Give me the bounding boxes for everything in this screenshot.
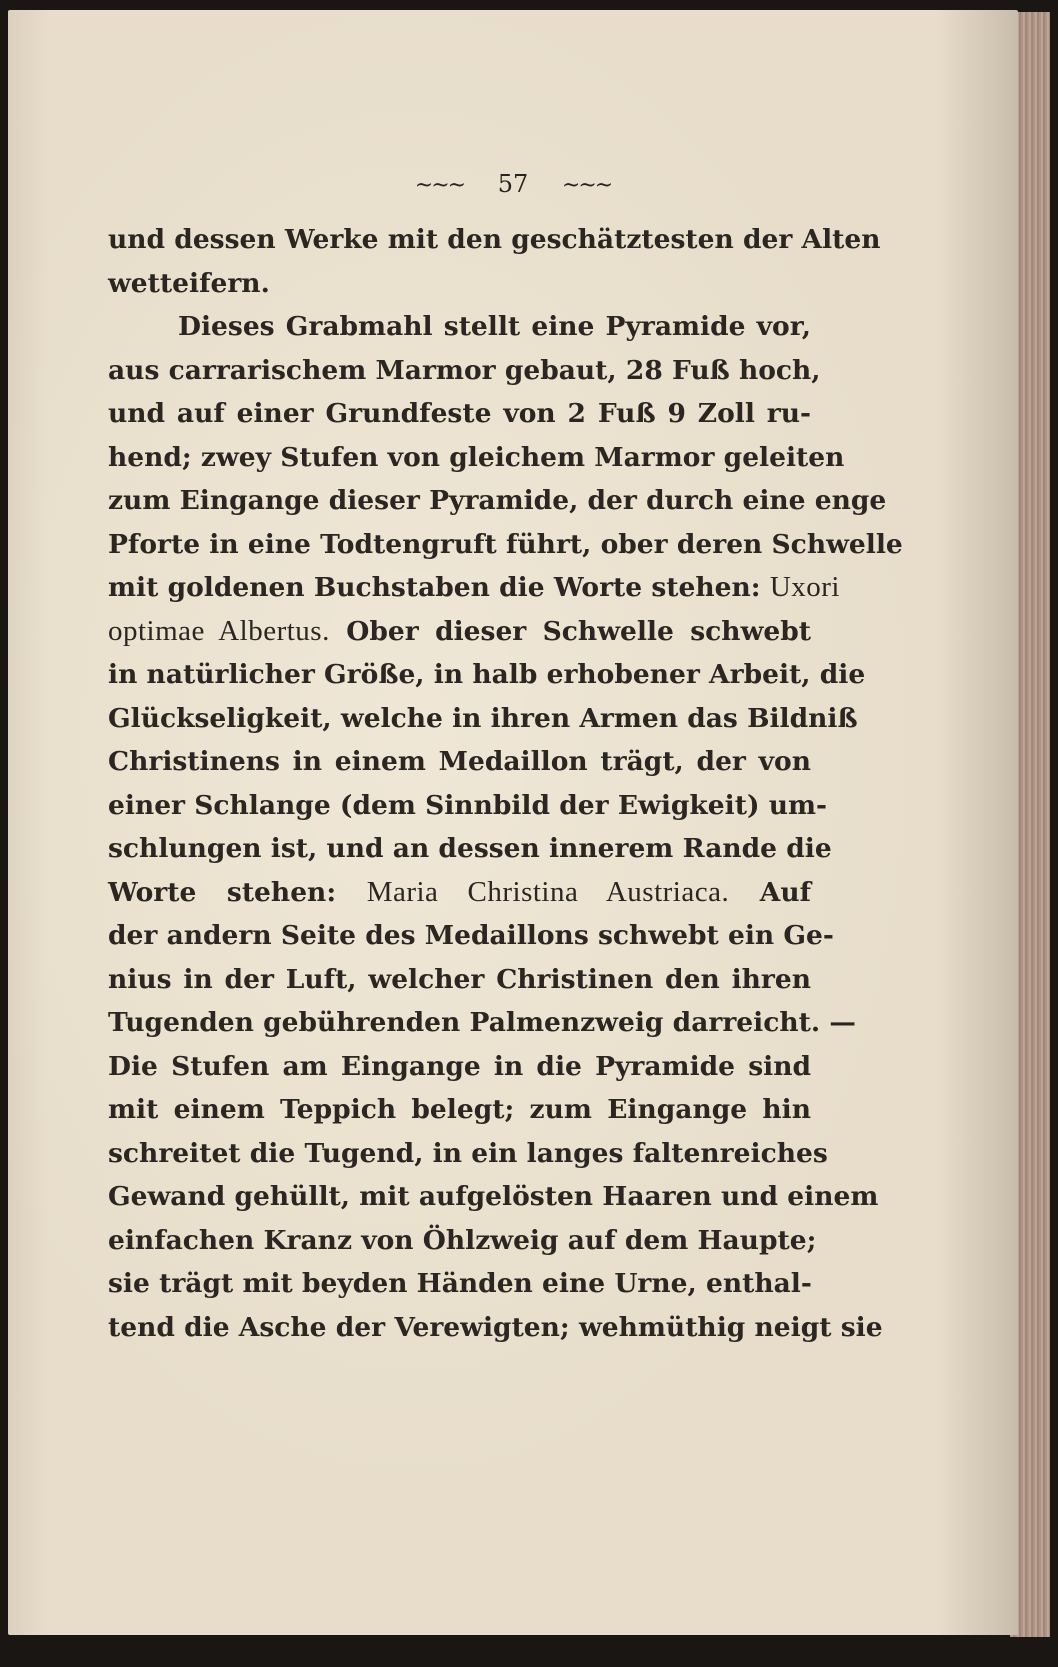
text-line: zum Eingange dieser Pyramide, der durch eine enge <box>108 485 887 516</box>
text-line: hend; zwey Stufen von gleichem Marmor geleiten <box>108 441 845 473</box>
page-header <box>8 170 1018 198</box>
page <box>8 10 1018 1635</box>
text-line: in natürlicher Größe, in halb erhobener Arbeit, die <box>108 659 866 690</box>
text-line: optimae Albertus. Ober dieser Schwelle schwebt <box>108 614 812 647</box>
latin-phrase: Uxori <box>769 571 840 603</box>
header-ornament-right: ~~~ <box>561 173 612 198</box>
text-line: Pforte in eine Todtengruft führt, ober deren Schwelle <box>108 528 903 560</box>
text-line: der andern Seite des Medaillons schwebt ein Ge- <box>108 920 834 951</box>
text-line: Dieses Grabmahl stellt eine Pyramide vor, <box>178 311 811 342</box>
text-line: wetteifern. <box>108 267 270 299</box>
text-line: mit einem Teppich belegt; zum Eingange hin <box>108 1094 811 1125</box>
latin-phrase: Maria Christina Austriaca. <box>366 875 730 908</box>
latin-phrase: optimae Albertus. <box>108 614 330 647</box>
text-line: tend die Asche der Verewigten; wehmüthig neigt sie <box>108 1311 883 1343</box>
body-text <box>108 218 903 1349</box>
text-line: Worte stehen: Maria Christina Austriaca. Auf <box>108 875 812 908</box>
text-line: einfachen Kranz von Öhlzweig auf dem Haupte; <box>108 1224 817 1256</box>
text-line: nius in der Luft, welcher Christinen den ihren <box>108 963 811 995</box>
text-line: Christinens in einem Medaillon trägt, der von <box>108 746 811 777</box>
text-line: Die Stufen am Eingange in die Pyramide sind <box>108 1050 811 1082</box>
text-line: und auf einer Grundfeste von 2 Fuß 9 Zoll ru- <box>108 398 811 429</box>
page-number: 57 <box>497 170 529 198</box>
text-line: aus carrarischem Marmor gebaut, 28 Fuß hoch, <box>108 354 821 386</box>
text-line: Tugenden gebührenden Palmenzweig darreicht. — <box>108 1007 856 1038</box>
text-line: schreitet die Tugend, in ein langes faltenreiches <box>108 1137 828 1169</box>
text-line: schlungen ist, und an dessen innerem Rande die <box>108 833 832 864</box>
text-line: einer Schlange (dem Sinnbild der Ewigkeit) um- <box>108 789 828 821</box>
text-line: Gewand gehüllt, mit aufgelösten Haaren und einem <box>108 1181 879 1212</box>
text-line: sie trägt mit beyden Händen eine Urne, enthal- <box>108 1268 812 1299</box>
text-line: Glückseligkeit, welche in ihren Armen das Bildniß <box>108 702 858 734</box>
header-ornament-left: ~~~ <box>414 173 465 198</box>
text-line: mit goldenen Buchstaben die Worte stehen: Uxori <box>108 571 840 603</box>
text-line: und dessen Werke mit den geschätztesten der Alten <box>108 224 881 255</box>
